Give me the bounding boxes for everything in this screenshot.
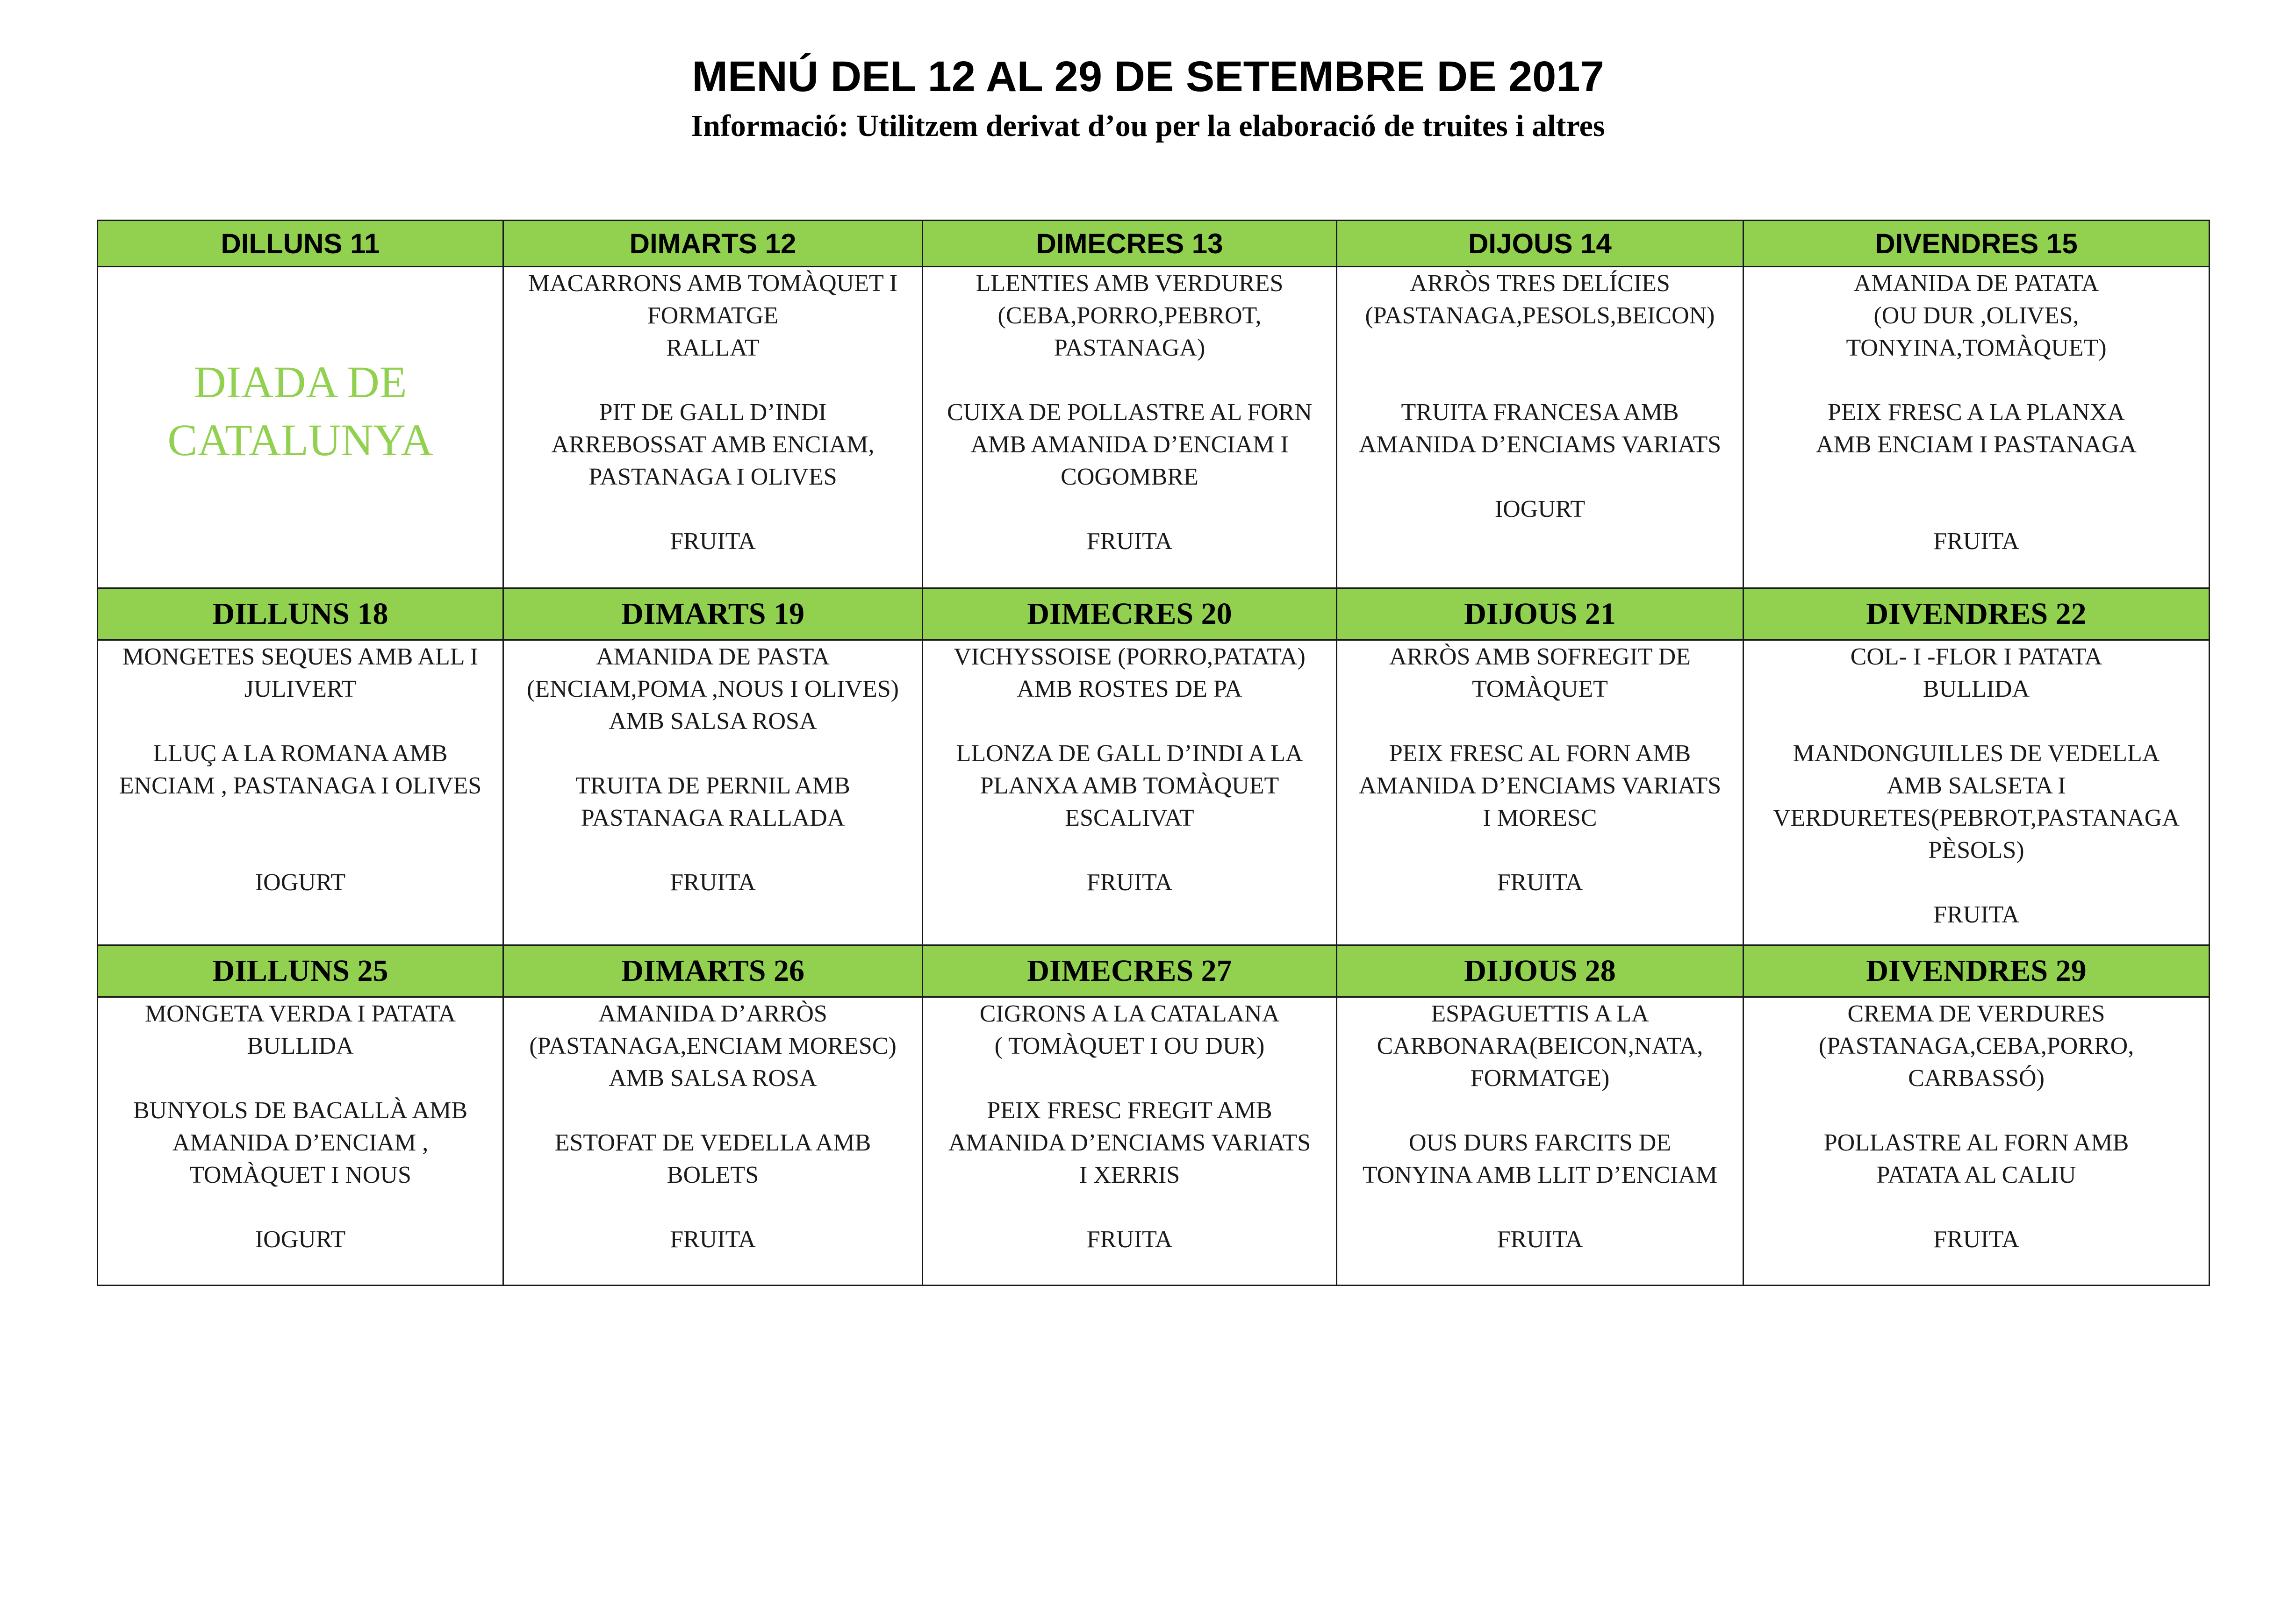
dish-line: COGOMBRE bbox=[1061, 464, 1198, 490]
meal-cell bbox=[1744, 997, 2210, 1286]
meal-cell bbox=[1744, 640, 2210, 945]
dish-line: AMANIDA D’ENCIAMS VARIATS bbox=[1358, 772, 1722, 799]
dish-line: TOMÀQUET I NOUS bbox=[189, 1162, 411, 1188]
day-header: DIVENDRES 22 bbox=[1744, 588, 2210, 640]
day-header: DIMARTS 26 bbox=[503, 945, 923, 997]
meal-cell bbox=[1744, 267, 2210, 588]
spacer-line bbox=[929, 1062, 1330, 1094]
dish-line: AMANIDA D’ENCIAMS VARIATS bbox=[1358, 431, 1722, 458]
dish-line: AMB ROSTES DE PA bbox=[1017, 676, 1242, 702]
day-header: DILLUNS 25 bbox=[98, 945, 503, 997]
meal-cell bbox=[503, 267, 923, 588]
dish-line: IOGURT bbox=[255, 1226, 346, 1253]
dish-line: MONGETA VERDA I PATATA bbox=[144, 1000, 456, 1027]
dish-line: ARRÒS TRES DELÍCIES bbox=[1410, 270, 1670, 297]
dish-line: TRUITA DE PERNIL AMB bbox=[575, 772, 850, 799]
spacer-line bbox=[509, 737, 916, 770]
meal-cell bbox=[503, 640, 923, 945]
dish-line: PEIX FRESC FREGIT AMB bbox=[987, 1097, 1272, 1124]
spacer-line bbox=[1343, 705, 1737, 737]
week-2-header-row bbox=[98, 588, 2210, 640]
dish-line: PÈSOLS) bbox=[1928, 837, 2024, 864]
dish-line: ENCIAM , PASTANAGA I OLIVES bbox=[119, 772, 482, 799]
meal-cell bbox=[923, 997, 1337, 1286]
meal-cell bbox=[98, 640, 503, 945]
dish-line: (CEBA,PORRO,PEBROT, bbox=[997, 302, 1262, 329]
spacer-line bbox=[1750, 866, 2203, 899]
dish-line: FRUITA bbox=[1933, 1226, 2019, 1253]
day-header: DIMECRES 13 bbox=[923, 221, 1337, 267]
spacer-line bbox=[509, 1191, 916, 1223]
dish-line: OUS DURS FARCITS DE bbox=[1408, 1129, 1672, 1156]
meal-cell bbox=[98, 997, 503, 1286]
page-subtitle: Informació: Utilitzem derivat d’ou per la elaboració de truites i altres bbox=[691, 109, 1605, 143]
dish-line: CARBONARA(BEICON,NATA, bbox=[1377, 1033, 1703, 1059]
spacer-line bbox=[104, 705, 497, 737]
week-3-meals-row bbox=[98, 997, 2210, 1286]
dish-line: CUIXA DE POLLASTRE AL FORN bbox=[947, 399, 1312, 426]
holiday-label: CATALUNYA bbox=[167, 414, 433, 465]
dish-line: FRUITA bbox=[670, 528, 756, 555]
spacer-line bbox=[1343, 834, 1737, 866]
spacer-line bbox=[929, 493, 1330, 525]
spacer-line bbox=[1750, 493, 2203, 525]
dish-line: I XERRIS bbox=[1079, 1162, 1180, 1188]
meal-cell bbox=[923, 267, 1337, 588]
day-header: DILLUNS 18 bbox=[98, 588, 503, 640]
holiday-label: DIADA DE bbox=[194, 357, 407, 407]
page-title: MENÚ DEL 12 AL 29 DE SETEMBRE DE 2017 bbox=[692, 53, 1604, 100]
dish-line: (PASTANAGA,ENCIAM MORESC) bbox=[529, 1033, 897, 1059]
dish-line: IOGURT bbox=[255, 869, 346, 896]
dish-line: IOGURT bbox=[1494, 496, 1586, 522]
spacer-line bbox=[1750, 364, 2203, 396]
dish-line: BUNYOLS DE BACALLÀ AMB bbox=[133, 1097, 468, 1124]
dish-line: TOMÀQUET bbox=[1472, 676, 1608, 702]
dish-line: FRUITA bbox=[1933, 528, 2019, 555]
spacer-line bbox=[509, 1094, 916, 1127]
dish-line: ESPAGUETTIS A LA bbox=[1431, 1000, 1649, 1027]
dish-line: AMANIDA D’ARRÒS bbox=[598, 1000, 827, 1027]
dish-line: LLUÇ A LA ROMANA AMB bbox=[153, 740, 448, 767]
dish-line: ( TOMÀQUET I OU DUR) bbox=[994, 1033, 1265, 1059]
dish-line: (PASTANAGA,CEBA,PORRO, bbox=[1818, 1033, 2134, 1059]
dish-line: ESTOFAT DE VEDELLA AMB bbox=[554, 1129, 871, 1156]
dish-line: PIT DE GALL D’INDI bbox=[599, 399, 827, 426]
dish-line: MACARRONS AMB TOMÀQUET I bbox=[528, 270, 898, 297]
dish-line: ESCALIVAT bbox=[1065, 805, 1194, 831]
dish-line: PASTANAGA I OLIVES bbox=[588, 464, 837, 490]
spacer-line bbox=[1343, 364, 1737, 396]
dish-line: FRUITA bbox=[670, 869, 756, 896]
dish-line: AMB AMANIDA D’ENCIAM I bbox=[970, 431, 1289, 458]
meal-cell bbox=[1337, 640, 1744, 945]
dish-line: COL- I -FLOR I PATATA bbox=[1850, 643, 2102, 670]
dish-line: AMANIDA D’ENCIAM , bbox=[172, 1129, 429, 1156]
day-header: DIMARTS 19 bbox=[503, 588, 923, 640]
dish-line: AMB SALSA ROSA bbox=[609, 1065, 817, 1092]
week-1-header-row bbox=[98, 221, 2210, 267]
spacer-line bbox=[104, 802, 497, 834]
dish-line: PEIX FRESC AL FORN AMB bbox=[1389, 740, 1691, 767]
menu-table bbox=[97, 220, 2210, 1286]
dish-line: PASTANAGA RALLADA bbox=[581, 805, 845, 831]
spacer-line bbox=[929, 1191, 1330, 1223]
spacer-line bbox=[1343, 1094, 1737, 1127]
spacer-line bbox=[929, 834, 1330, 866]
day-header: DIJOUS 14 bbox=[1337, 221, 1744, 267]
week-1-meals-row bbox=[98, 267, 2210, 588]
dish-line: TONYINA AMB LLIT D’ENCIAM bbox=[1362, 1162, 1718, 1188]
dish-line: FRUITA bbox=[1086, 869, 1173, 896]
dish-line: CARBASSÓ) bbox=[1908, 1065, 2045, 1092]
spacer-line bbox=[104, 1191, 497, 1223]
day-header: DIVENDRES 15 bbox=[1744, 221, 2210, 267]
week-2-meals-row bbox=[98, 640, 2210, 945]
dish-line: AMANIDA D’ENCIAMS VARIATS bbox=[948, 1129, 1311, 1156]
meal-cell bbox=[503, 997, 923, 1286]
dish-line: (ENCIAM,POMA ,NOUS I OLIVES) bbox=[527, 676, 899, 702]
spacer-line bbox=[1750, 461, 2203, 493]
day-header: DIMECRES 20 bbox=[923, 588, 1337, 640]
week-3-header-row bbox=[98, 945, 2210, 997]
dish-line: POLLASTRE AL FORN AMB bbox=[1823, 1129, 2129, 1156]
spacer-line bbox=[104, 1062, 497, 1094]
day-header: DIMARTS 12 bbox=[503, 221, 923, 267]
dish-line: CREMA DE VERDURES bbox=[1847, 1000, 2105, 1027]
spacer-line bbox=[509, 493, 916, 525]
dish-line: PEIX FRESC A LA PLANXA bbox=[1828, 399, 2125, 426]
spacer-line bbox=[1750, 1094, 2203, 1127]
dish-line: FRUITA bbox=[1497, 1226, 1583, 1253]
meal-cell bbox=[1337, 997, 1744, 1286]
dish-line: PLANXA AMB TOMÀQUET bbox=[980, 772, 1279, 799]
dish-line: (PASTANAGA,PESOLS,BEICON) bbox=[1365, 302, 1715, 329]
dish-line: BULLIDA bbox=[1923, 676, 2030, 702]
dish-line: FRUITA bbox=[1086, 1226, 1173, 1253]
spacer-line bbox=[1343, 1191, 1737, 1223]
dish-line: RALLAT bbox=[666, 335, 760, 361]
spacer-line bbox=[509, 364, 916, 396]
meal-cell bbox=[1337, 267, 1744, 588]
dish-line: TRUITA FRANCESA AMB bbox=[1401, 399, 1679, 426]
spacer-line bbox=[929, 364, 1330, 396]
spacer-line bbox=[929, 705, 1330, 737]
dish-line: I MORESC bbox=[1483, 805, 1597, 831]
spacer-line bbox=[1343, 332, 1737, 364]
spacer-line bbox=[1343, 461, 1737, 493]
dish-line: AMANIDA DE PASTA bbox=[596, 643, 830, 670]
dish-line: BULLIDA bbox=[247, 1033, 354, 1059]
dish-line: (OU DUR ,OLIVES, bbox=[1873, 302, 2079, 329]
dish-line: AMB SALSETA I bbox=[1887, 772, 2066, 799]
dish-line: VICHYSSOISE (PORRO,PATATA) bbox=[954, 643, 1306, 670]
holiday-cell bbox=[98, 267, 503, 588]
day-header: DIMECRES 27 bbox=[923, 945, 1337, 997]
dish-line: JULIVERT bbox=[244, 676, 357, 702]
dish-line: AMB ENCIAM I PASTANAGA bbox=[1816, 431, 2137, 458]
dish-line: PATATA AL CALIU bbox=[1876, 1162, 2076, 1188]
meal-cell bbox=[923, 640, 1337, 945]
dish-line: MONGETES SEQUES AMB ALL I bbox=[122, 643, 478, 670]
spacer-line bbox=[1750, 1191, 2203, 1223]
dish-line: AMANIDA DE PATATA bbox=[1853, 270, 2099, 297]
spacer-line bbox=[509, 834, 916, 866]
dish-line: ARRÒS AMB SOFREGIT DE bbox=[1389, 643, 1691, 670]
dish-line: LLENTIES AMB VERDURES bbox=[976, 270, 1284, 297]
dish-line: AMB SALSA ROSA bbox=[609, 708, 817, 735]
dish-line: FRUITA bbox=[670, 1226, 756, 1253]
dish-line: FRUITA bbox=[1086, 528, 1173, 555]
dish-line: FORMATGE bbox=[647, 302, 779, 329]
day-header: DIVENDRES 29 bbox=[1744, 945, 2210, 997]
day-header: DILLUNS 11 bbox=[98, 221, 503, 267]
day-header: DIJOUS 21 bbox=[1337, 588, 1744, 640]
day-header: DIJOUS 28 bbox=[1337, 945, 1744, 997]
dish-line: LLONZA DE GALL D’INDI A LA bbox=[956, 740, 1303, 767]
dish-line: CIGRONS A LA CATALANA bbox=[979, 1000, 1280, 1027]
dish-line: BOLETS bbox=[667, 1162, 759, 1188]
dish-line: FORMATGE) bbox=[1470, 1065, 1610, 1092]
dish-line: TONYINA,TOMÀQUET) bbox=[1846, 335, 2107, 361]
spacer-line bbox=[1750, 705, 2203, 737]
dish-line: PASTANAGA) bbox=[1054, 335, 1205, 361]
dish-line: MANDONGUILLES DE VEDELLA bbox=[1793, 740, 2160, 767]
dish-line: FRUITA bbox=[1497, 869, 1583, 896]
menu-table-body bbox=[98, 221, 2210, 1286]
dish-line: FRUITA bbox=[1933, 901, 2019, 928]
spacer-line bbox=[104, 834, 497, 866]
dish-line: ARREBOSSAT AMB ENCIAM, bbox=[551, 431, 875, 458]
dish-line: VERDURETES(PEBROT,PASTANAGA bbox=[1773, 805, 2180, 831]
